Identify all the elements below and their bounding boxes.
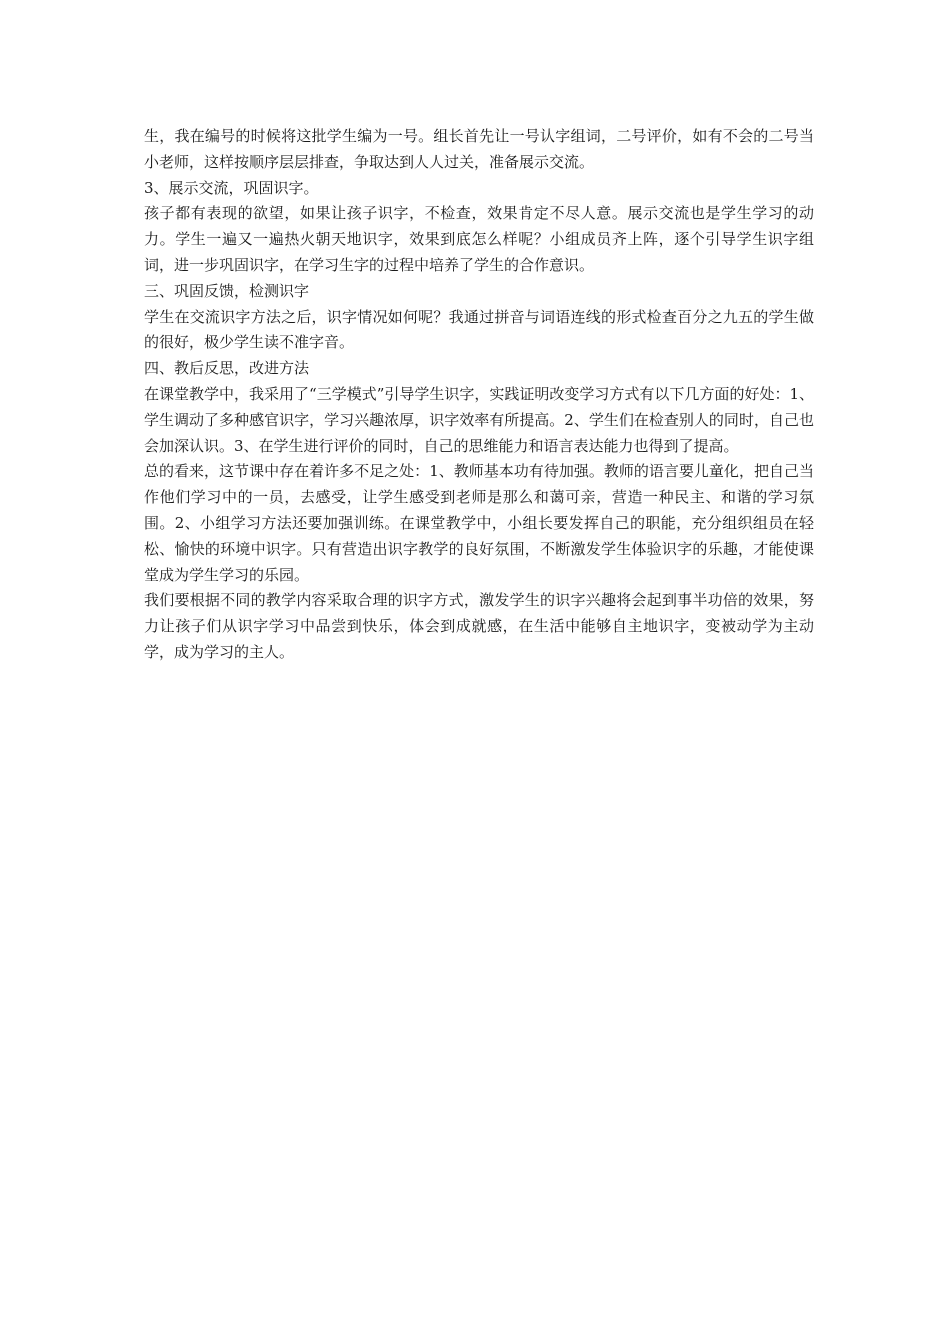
paragraph-display-exchange: 孩子都有表现的欲望，如果让孩子识字，不检查，效果肯定不尽人意。展示交流也是学生学习的动力。学生一遍又一遍热火朝天地识字，效果到底怎么样呢？小组成员齐上阵，逐个引导学生识字组词，进一步巩固识字，在学习生字的过程中培养了学生的合作意识。 [144,204,814,274]
paragraph-grouping-continuation: 生，我在编号的时候将这批学生编为一号。组长首先让一号认字组词，二号评价，如有不会的二号当小老师，这样按顺序层层排查，争取达到人人过关，准备展示交流。 [144,127,814,171]
section-heading-reflection: 四、教后反思，改进方法 [144,359,310,378]
section-heading-feedback: 三、巩固反馈，检测识字 [144,281,310,300]
paragraph-feedback: 学生在交流识字方法之后，识字情况如何呢？我通过拼音与词语连线的形式检查百分之九五的学生做的很好，极少学生读不准字音。 [144,307,814,352]
paragraph-conclusion: 我们要根据不同的教学内容采取合理的识字方式，激发学生的识字兴趣将会起到事半功倍的效果，努力让孩子们从识字学习中品尝到快乐，体会到成就感，在生活中能够自主地识字，变被动学为主动学，成为学习的主人。 [144,591,814,661]
subheading-display-exchange: 3、展示交流，巩固识字。 [144,178,319,197]
paragraph-shortcomings: 总的看来，这节课中存在着许多不足之处：1、教师基本功有待加强。教师的语言要儿童化，把自己当作他们学习中的一员，去感受，让学生感受到老师是那么和蔼可亲，营造一种民主、和谐的学习氛围。2、小组学习方法还要加强训练。在课堂教学中，小组长要发挥自己的职能，充分组织组员在轻松、愉快的环境中识字。只有营造出识字教学的良好氛围，不断激发学生体验识字的乐趣，才能使课堂成为学生学习的乐园。 [144,462,814,584]
paragraph-reflection-benefits: 在课堂教学中，我采用了“三学模式”引导学生识字，实践证明改变学习方式有以下几方面的好处：1、学生调动了多种感官识字，学习兴趣浓厚，识字效率有所提高。2、学生们在检查别人的同时，自己也会加深认识。3、在学生进行评价的同时，自己的思维能力和语言表达能力也得到了提高。 [144,384,814,455]
document-body [144,124,814,666]
